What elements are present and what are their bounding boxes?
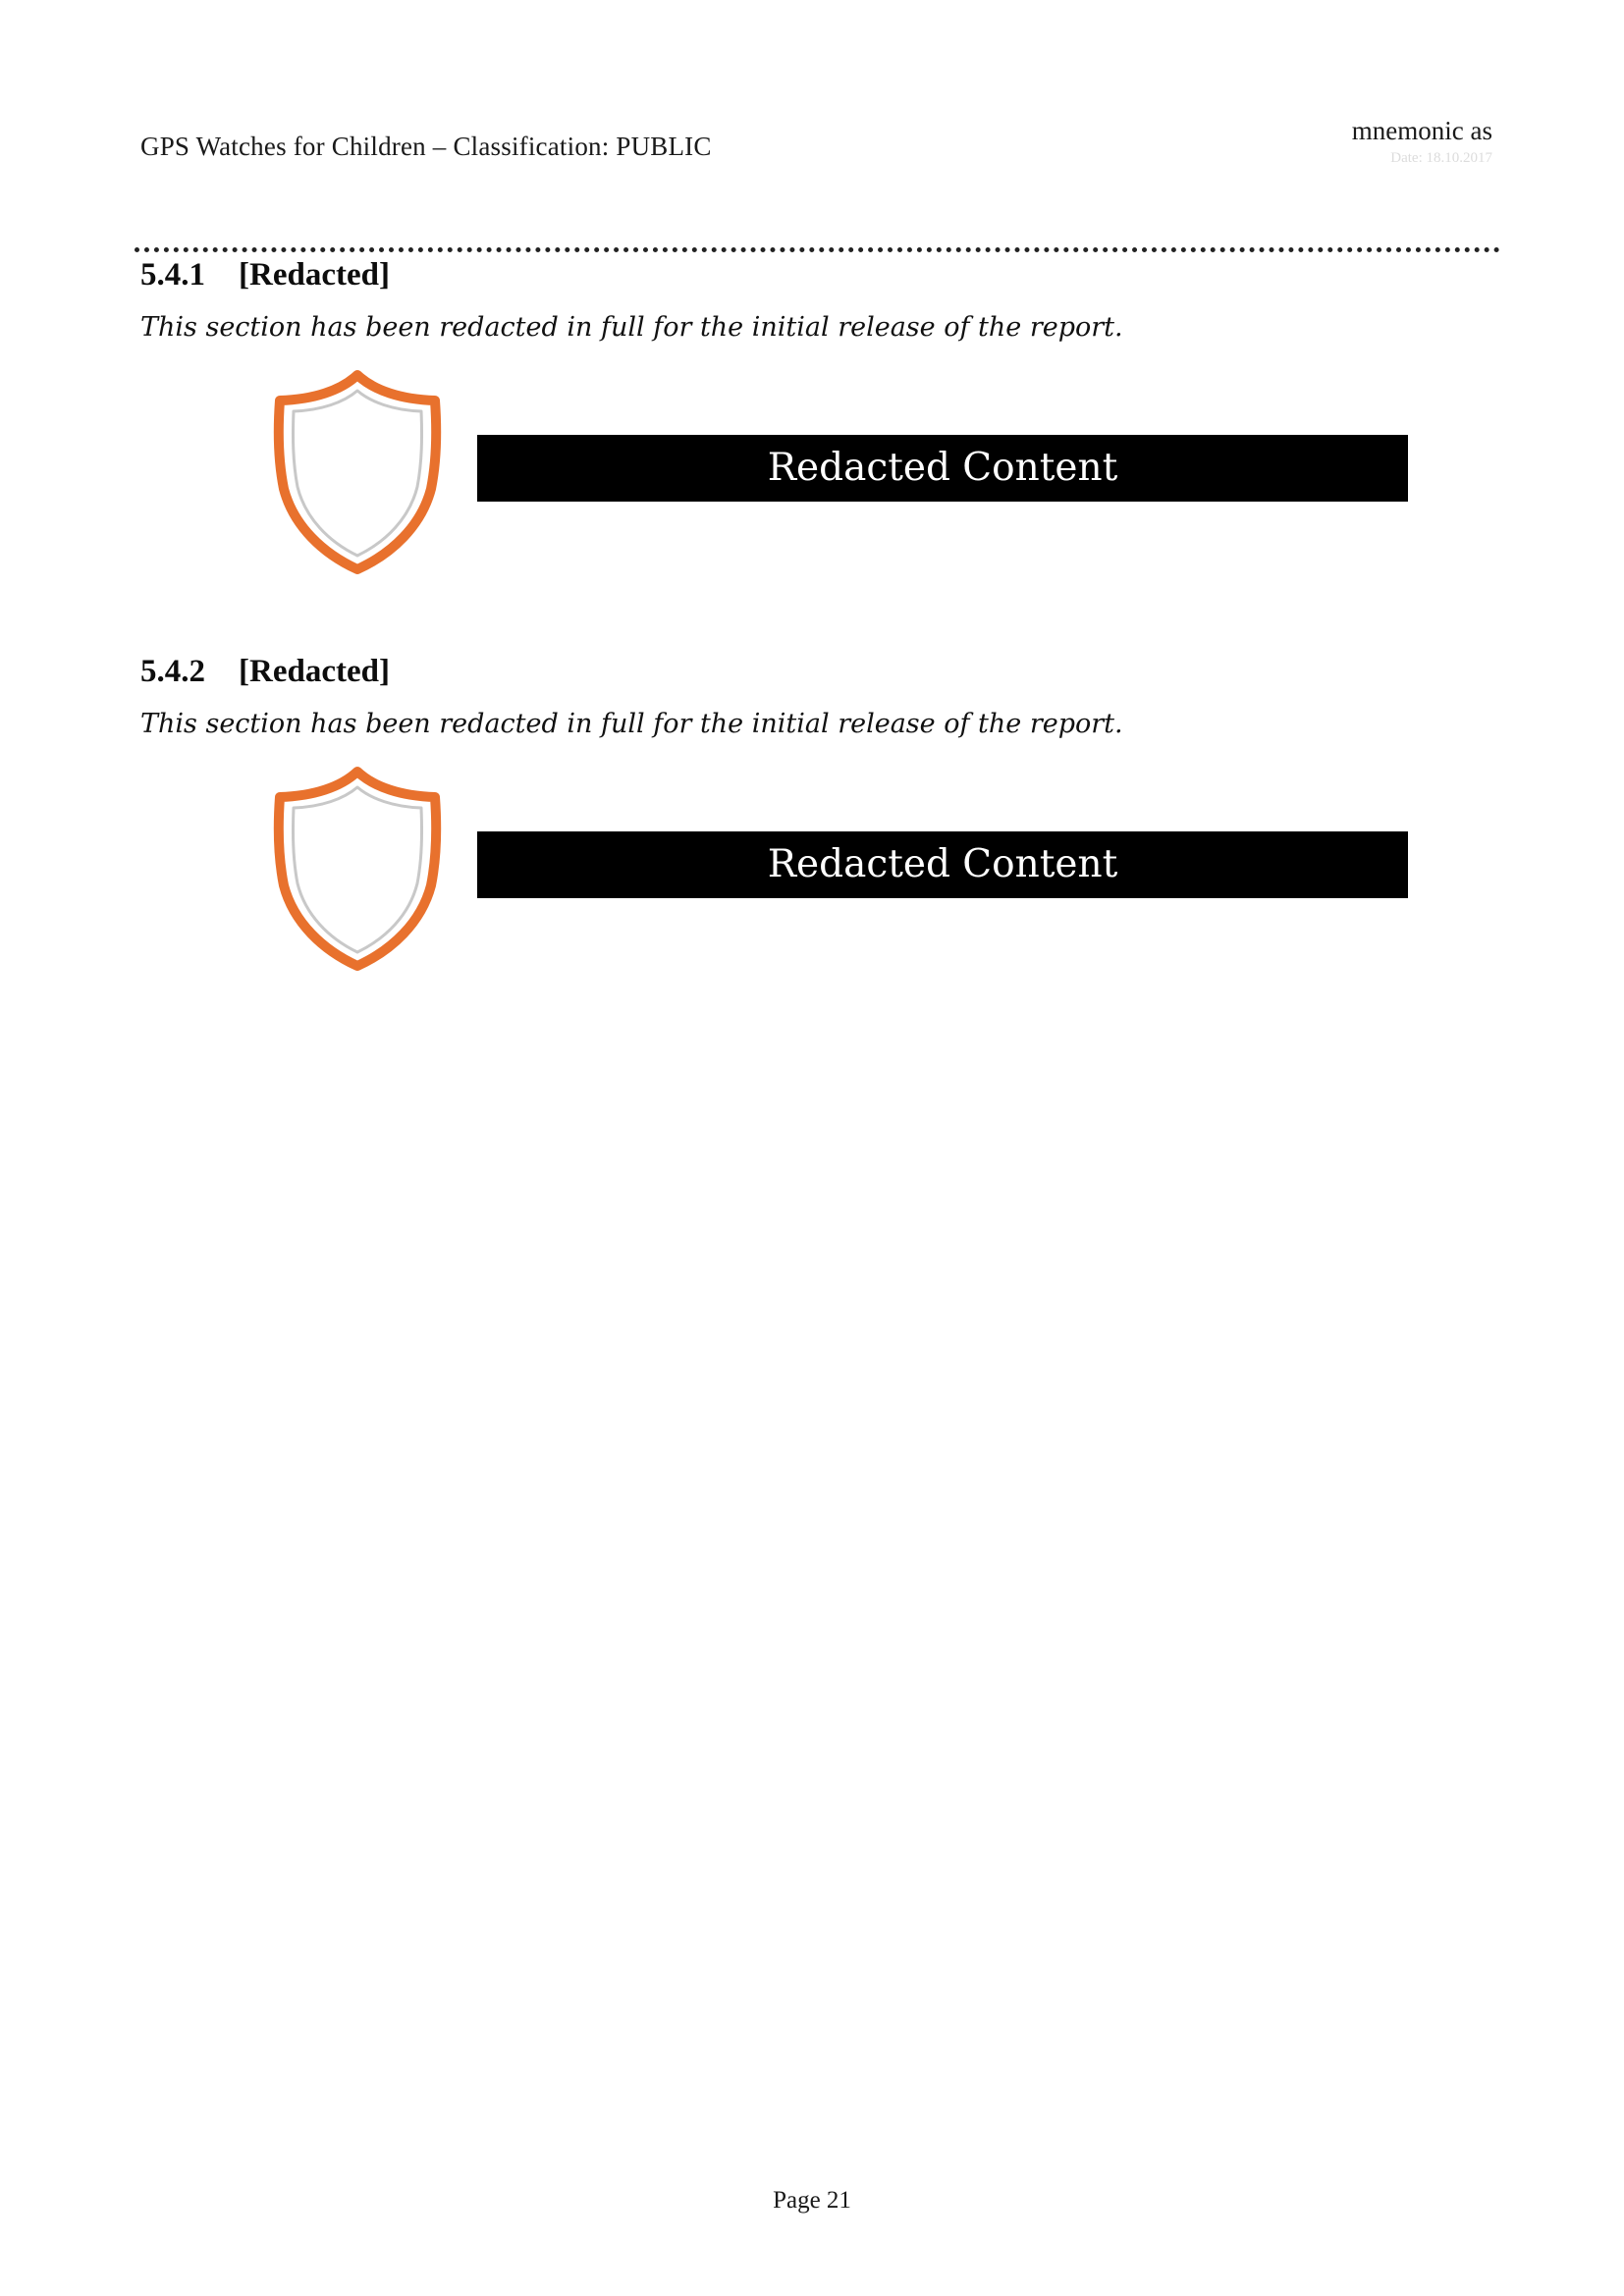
section-title: [Redacted] bbox=[239, 257, 390, 293]
redacted-content-bar: Redacted Content bbox=[477, 831, 1408, 898]
redaction-note: This section has been redacted in full for the initial release of the report. bbox=[140, 312, 1123, 343]
company-name: mnemonic as bbox=[1351, 116, 1492, 145]
document-date: Date: 18.10.2017 bbox=[1390, 150, 1492, 166]
dotted-divider bbox=[135, 247, 1500, 252]
header-meta bbox=[1352, 116, 1492, 167]
section-number: 5.4.2 bbox=[140, 654, 205, 689]
shield-icon bbox=[270, 766, 445, 972]
redacted-content-bar: Redacted Content bbox=[477, 435, 1408, 502]
shield-icon bbox=[270, 369, 445, 575]
redaction-note: This section has been redacted in full for the initial release of the report. bbox=[140, 709, 1123, 739]
section-heading bbox=[140, 253, 1417, 296]
section-5-4-1 bbox=[140, 253, 1417, 490]
page-number: Page 21 bbox=[773, 2187, 851, 2214]
section-title: [Redacted] bbox=[239, 654, 390, 689]
section-5-4-2 bbox=[140, 650, 1417, 886]
section-heading bbox=[140, 650, 1417, 693]
document-header-title: GPS Watches for Children – Classification: PUBLIC bbox=[140, 132, 712, 161]
section-number: 5.4.1 bbox=[140, 257, 205, 293]
